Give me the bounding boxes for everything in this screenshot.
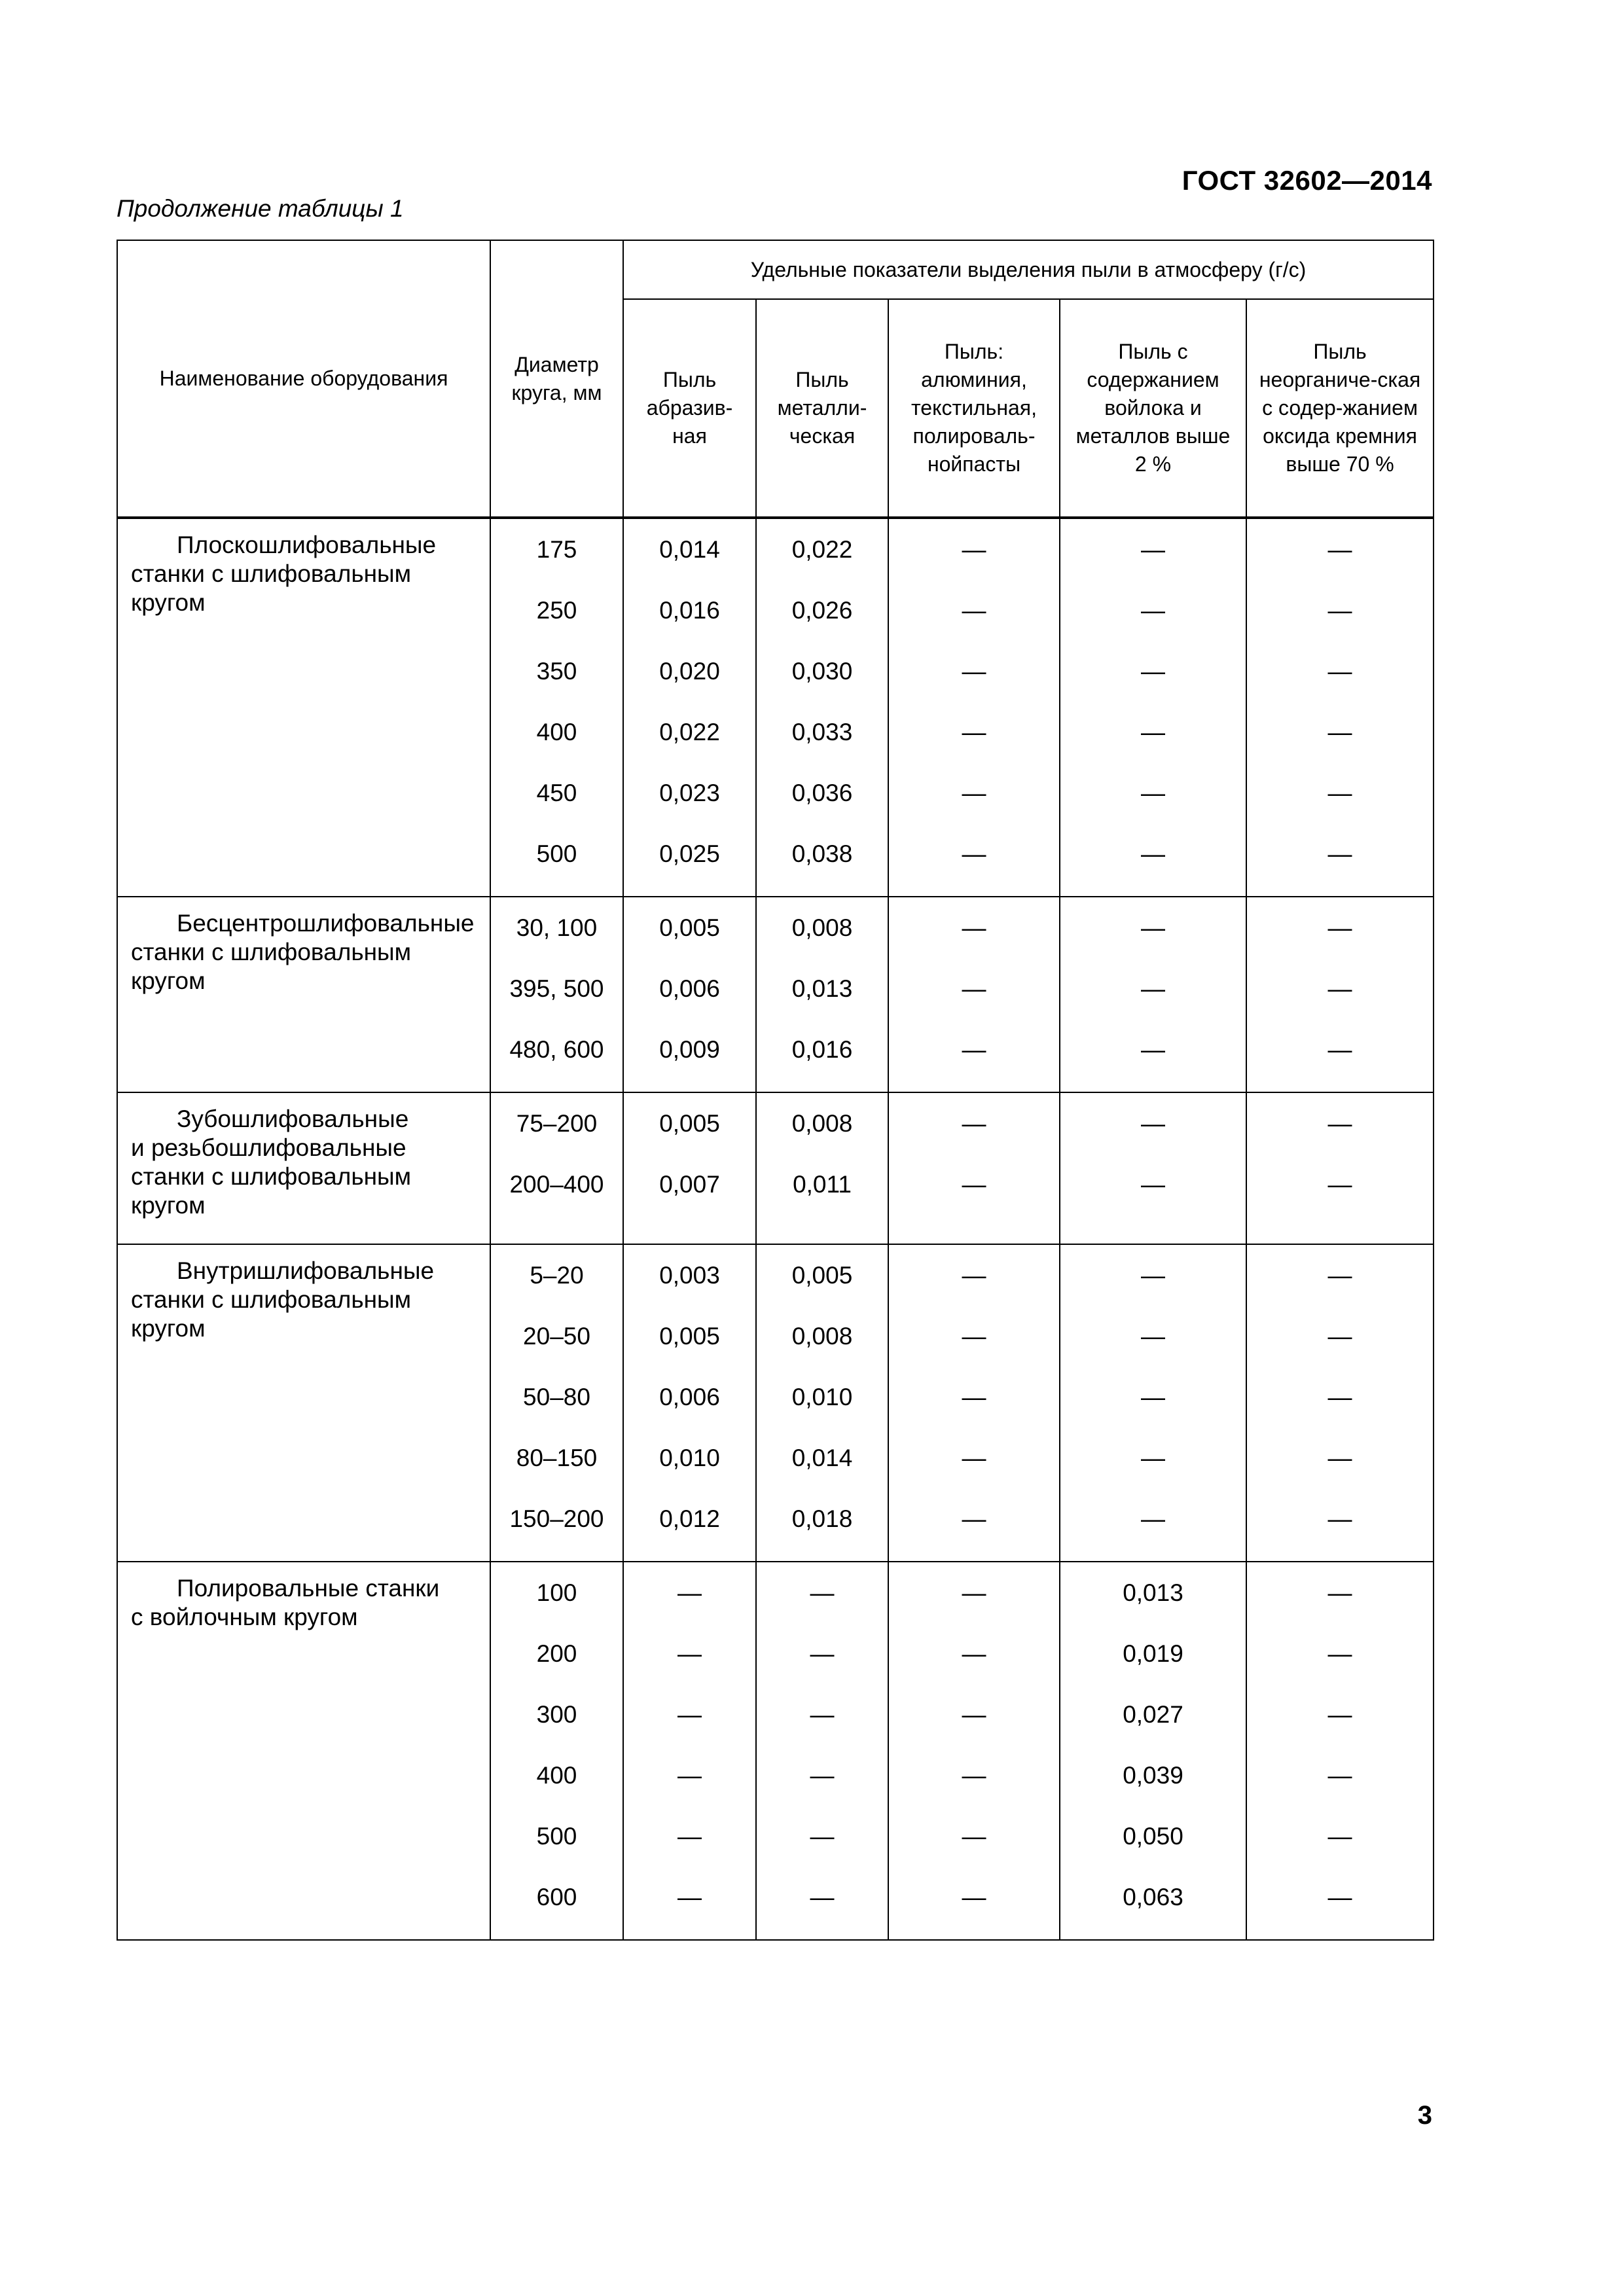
felt-dust-value: — — [1141, 1444, 1165, 1471]
felt-dust-value: — — [1141, 1110, 1165, 1137]
table-row — [117, 1244, 1434, 1562]
silica-dust-value: — — [1327, 1323, 1352, 1350]
felt-dust-value: — — [1141, 975, 1165, 1002]
diameter-value: 50–80 — [523, 1384, 590, 1410]
felt-dust-value: — — [1141, 1036, 1165, 1063]
felt-dust-value: 0,063 — [1123, 1884, 1183, 1910]
page-number: 3 — [1417, 2101, 1432, 2130]
diameter-value: 100 — [536, 1579, 577, 1606]
aluminium-dust-value: — — [962, 1701, 986, 1728]
abrasive-dust-value: — — [677, 1701, 702, 1728]
metal-dust-value: 0,036 — [791, 780, 853, 806]
felt-dust-value: — — [1141, 840, 1165, 867]
felt-dust-value: — — [1141, 658, 1165, 685]
equipment-name-line: Зубошлифовальные — [177, 1105, 409, 1132]
aluminium-dust-value: — — [962, 658, 986, 685]
silica-dust-value: — — [1327, 1444, 1352, 1471]
equipment-name-cell — [117, 1562, 490, 1940]
metal-dust-value: 0,030 — [791, 658, 853, 685]
metal-dust-cell — [756, 1244, 888, 1562]
equipment-name-cell — [117, 897, 490, 1092]
aluminium-dust-value: — — [962, 597, 986, 624]
aluminium-dust-value: — — [962, 1579, 986, 1606]
abrasive-dust-cell — [623, 897, 756, 1092]
table-row — [117, 1562, 1434, 1940]
equipment-name-line: с войлочным кругом — [131, 1604, 358, 1630]
metal-dust-value: 0,016 — [791, 1036, 853, 1063]
silica-dust-value: — — [1327, 840, 1352, 867]
aluminium-dust-value: — — [962, 536, 986, 563]
aluminium-dust-value: — — [962, 1505, 986, 1532]
metal-dust-value: — — [810, 1701, 835, 1728]
silica-dust-value: — — [1327, 1262, 1352, 1289]
table-row — [117, 897, 1434, 1092]
silica-dust-value: — — [1327, 1505, 1352, 1532]
felt-dust-value: — — [1141, 536, 1165, 563]
silica-dust-value: — — [1327, 1640, 1352, 1667]
silica-dust-value: — — [1327, 1579, 1352, 1606]
diameter-value: 30, 100 — [516, 914, 598, 941]
equipment-name-line: кругом — [131, 1192, 206, 1219]
abrasive-dust-value: — — [677, 1884, 702, 1910]
abrasive-dust-value: — — [677, 1762, 702, 1789]
metal-dust-value: 0,026 — [791, 597, 853, 624]
felt-dust-value: 0,013 — [1123, 1579, 1183, 1606]
aluminium-dust-value: — — [962, 1262, 986, 1289]
aluminium-dust-value: — — [962, 1036, 986, 1063]
abrasive-dust-cell — [623, 1244, 756, 1562]
equipment-name-cell — [117, 1244, 490, 1562]
metal-dust-value: — — [810, 1823, 835, 1850]
diameter-cell — [490, 518, 623, 897]
aluminium-dust-value: — — [962, 1884, 986, 1910]
felt-dust-cell — [1060, 897, 1246, 1092]
aluminium-dust-value: — — [962, 1762, 986, 1789]
silica-dust-value: — — [1327, 1823, 1352, 1850]
aluminium-dust-value: — — [962, 1823, 986, 1850]
metal-dust-cell — [756, 1562, 888, 1940]
abrasive-dust-value: 0,010 — [659, 1444, 720, 1471]
felt-dust-cell — [1060, 518, 1246, 897]
table-row — [117, 1092, 1434, 1244]
diameter-value: 450 — [536, 780, 577, 806]
diameter-cell — [490, 1092, 623, 1244]
aluminium-dust-value: — — [962, 975, 986, 1002]
abrasive-dust-value: — — [677, 1823, 702, 1850]
equipment-name-line: Бесцентрошлифовальные — [177, 910, 475, 937]
equipment-name-line: и резьбошлифовальные — [131, 1134, 406, 1161]
aluminium-dust-value: — — [962, 1323, 986, 1350]
felt-dust-value: — — [1141, 1171, 1165, 1198]
aluminium-dust-value: — — [962, 1110, 986, 1137]
felt-dust-value: — — [1141, 1323, 1165, 1350]
dust-emission-table — [117, 240, 1434, 1941]
equipment-name-line: кругом — [131, 589, 206, 616]
document-number: ГОСТ 32602—2014 — [1182, 165, 1432, 196]
silica-dust-value: — — [1327, 1762, 1352, 1789]
diameter-value: 400 — [536, 1762, 577, 1789]
aluminium-dust-value: — — [962, 1640, 986, 1667]
silica-dust-cell — [1246, 897, 1434, 1092]
diameter-cell — [490, 897, 623, 1092]
diameter-value: 200–400 — [509, 1171, 604, 1198]
equipment-name-cell — [117, 518, 490, 897]
diameter-value: 600 — [536, 1884, 577, 1910]
felt-dust-value: 0,039 — [1123, 1762, 1183, 1789]
abrasive-dust-value: 0,003 — [659, 1262, 720, 1289]
silica-dust-value: — — [1327, 1384, 1352, 1410]
abrasive-dust-value: 0,007 — [659, 1171, 720, 1198]
silica-dust-cell — [1246, 1244, 1434, 1562]
diameter-value: 150–200 — [509, 1505, 604, 1532]
equipment-name-line: кругом — [131, 1315, 206, 1342]
col-header-abrasive: Пыль абразив-ная — [623, 299, 756, 518]
abrasive-dust-value: 0,014 — [659, 536, 720, 563]
silica-dust-value: — — [1327, 1171, 1352, 1198]
metal-dust-cell — [756, 897, 888, 1092]
felt-dust-value: — — [1141, 1384, 1165, 1410]
felt-dust-value: 0,019 — [1123, 1640, 1183, 1667]
silica-dust-value: — — [1327, 1701, 1352, 1728]
felt-dust-value: — — [1141, 1262, 1165, 1289]
abrasive-dust-value: 0,009 — [659, 1036, 720, 1063]
equipment-name-cell — [117, 1092, 490, 1244]
aluminium-dust-cell — [888, 897, 1060, 1092]
abrasive-dust-value: — — [677, 1579, 702, 1606]
diameter-value: 480, 600 — [509, 1036, 604, 1063]
equipment-name-line: Внутришлифовальные — [177, 1257, 435, 1284]
aluminium-dust-value: — — [962, 1444, 986, 1471]
abrasive-dust-value: — — [677, 1640, 702, 1667]
felt-dust-value: — — [1141, 597, 1165, 624]
abrasive-dust-value: 0,005 — [659, 1323, 720, 1350]
diameter-value: 350 — [536, 658, 577, 685]
felt-dust-value: — — [1141, 780, 1165, 806]
metal-dust-value: — — [810, 1579, 835, 1606]
felt-dust-value: 0,027 — [1123, 1701, 1183, 1728]
col-header-name: Наименование оборудования — [117, 240, 490, 518]
metal-dust-value: 0,011 — [793, 1171, 852, 1198]
felt-dust-value: — — [1141, 1505, 1165, 1532]
diameter-cell — [490, 1244, 623, 1562]
table-continuation-caption: Продолжение таблицы 1 — [117, 195, 404, 222]
abrasive-dust-value: 0,012 — [659, 1505, 720, 1532]
diameter-value: 20–50 — [523, 1323, 590, 1350]
silica-dust-value: — — [1327, 719, 1352, 745]
silica-dust-value: — — [1327, 597, 1352, 624]
silica-dust-cell — [1246, 1092, 1434, 1244]
felt-dust-value: 0,050 — [1123, 1823, 1183, 1850]
equipment-name-line: Полировальные станки — [177, 1575, 440, 1602]
metal-dust-cell — [756, 1092, 888, 1244]
silica-dust-value: — — [1327, 1036, 1352, 1063]
equipment-name-line: кругом — [131, 967, 206, 994]
metal-dust-value: 0,005 — [791, 1262, 853, 1289]
felt-dust-value: — — [1141, 914, 1165, 941]
abrasive-dust-value: 0,025 — [659, 840, 720, 867]
abrasive-dust-value: 0,016 — [659, 597, 720, 624]
felt-dust-value: — — [1141, 719, 1165, 745]
metal-dust-value: 0,018 — [791, 1505, 853, 1532]
equipment-name-line: станки с шлифовальным — [131, 1163, 412, 1190]
metal-dust-value: 0,033 — [791, 719, 853, 745]
aluminium-dust-cell — [888, 518, 1060, 897]
equipment-name-line: Плоскошлифовальные — [177, 531, 437, 558]
col-header-felt: Пыль с содержанием войлока и металлов выше 2 % — [1060, 299, 1246, 518]
metal-dust-value: 0,008 — [791, 914, 853, 941]
metal-dust-value: 0,010 — [791, 1384, 853, 1410]
abrasive-dust-cell — [623, 1562, 756, 1940]
col-header-metal: Пыль металли-ческая — [756, 299, 888, 518]
aluminium-dust-cell — [888, 1562, 1060, 1940]
abrasive-dust-value: 0,006 — [659, 1384, 720, 1410]
diameter-value: 175 — [536, 536, 577, 563]
abrasive-dust-cell — [623, 518, 756, 897]
aluminium-dust-cell — [888, 1092, 1060, 1244]
felt-dust-cell — [1060, 1244, 1246, 1562]
diameter-value: 400 — [536, 719, 577, 745]
metal-dust-value: 0,022 — [791, 536, 853, 563]
metal-dust-value: — — [810, 1762, 835, 1789]
equipment-name-line: станки с шлифовальным — [131, 560, 412, 587]
diameter-value: 5–20 — [530, 1262, 584, 1289]
silica-dust-value: — — [1327, 1884, 1352, 1910]
aluminium-dust-value: — — [962, 1384, 986, 1410]
aluminium-dust-value: — — [962, 914, 986, 941]
equipment-name-line: станки с шлифовальным — [131, 939, 412, 965]
felt-dust-cell — [1060, 1092, 1246, 1244]
abrasive-dust-value: 0,022 — [659, 719, 720, 745]
table-row — [117, 518, 1434, 897]
abrasive-dust-value: 0,005 — [659, 1110, 720, 1137]
abrasive-dust-value: 0,023 — [659, 780, 720, 806]
aluminium-dust-value: — — [962, 1171, 986, 1198]
col-header-silica: Пыль неорганиче-ская с содер-жанием оксида кремния выше 70 % — [1246, 299, 1434, 518]
equipment-name-line: станки с шлифовальным — [131, 1286, 412, 1313]
silica-dust-cell — [1246, 1562, 1434, 1940]
aluminium-dust-value: — — [962, 780, 986, 806]
silica-dust-value: — — [1327, 975, 1352, 1002]
silica-dust-value: — — [1327, 658, 1352, 685]
diameter-value: 80–150 — [516, 1444, 598, 1471]
diameter-cell — [490, 1562, 623, 1940]
col-header-aluminium: Пыль: алюминия, текстильная, полироваль-нойпасты — [888, 299, 1060, 518]
metal-dust-cell — [756, 518, 888, 897]
metal-dust-value: 0,013 — [791, 975, 853, 1002]
diameter-value: 395, 500 — [509, 975, 604, 1002]
aluminium-dust-cell — [888, 1244, 1060, 1562]
abrasive-dust-value: 0,005 — [659, 914, 720, 941]
felt-dust-cell — [1060, 1562, 1246, 1940]
diameter-value: 500 — [536, 840, 577, 867]
abrasive-dust-cell — [623, 1092, 756, 1244]
silica-dust-value: — — [1327, 914, 1352, 941]
abrasive-dust-value: 0,020 — [659, 658, 720, 685]
diameter-value: 300 — [536, 1701, 577, 1728]
metal-dust-value: — — [810, 1640, 835, 1667]
diameter-value: 75–200 — [516, 1110, 598, 1137]
diameter-value: 500 — [536, 1823, 577, 1850]
metal-dust-value: — — [810, 1884, 835, 1910]
diameter-value: 200 — [536, 1640, 577, 1667]
diameter-value: 250 — [536, 597, 577, 624]
silica-dust-value: — — [1327, 536, 1352, 563]
silica-dust-cell — [1246, 518, 1434, 897]
aluminium-dust-value: — — [962, 840, 986, 867]
silica-dust-value: — — [1327, 780, 1352, 806]
metal-dust-value: 0,014 — [791, 1444, 853, 1471]
col-header-diameter: Диаметр круга, мм — [490, 240, 623, 518]
abrasive-dust-value: 0,006 — [659, 975, 720, 1002]
metal-dust-value: 0,008 — [791, 1110, 853, 1137]
aluminium-dust-value: — — [962, 719, 986, 745]
silica-dust-value: — — [1327, 1110, 1352, 1137]
metal-dust-value: 0,008 — [791, 1323, 853, 1350]
metal-dust-value: 0,038 — [791, 840, 853, 867]
col-header-group: Удельные показатели выделения пыли в атмосферу (г/с) — [623, 240, 1434, 299]
